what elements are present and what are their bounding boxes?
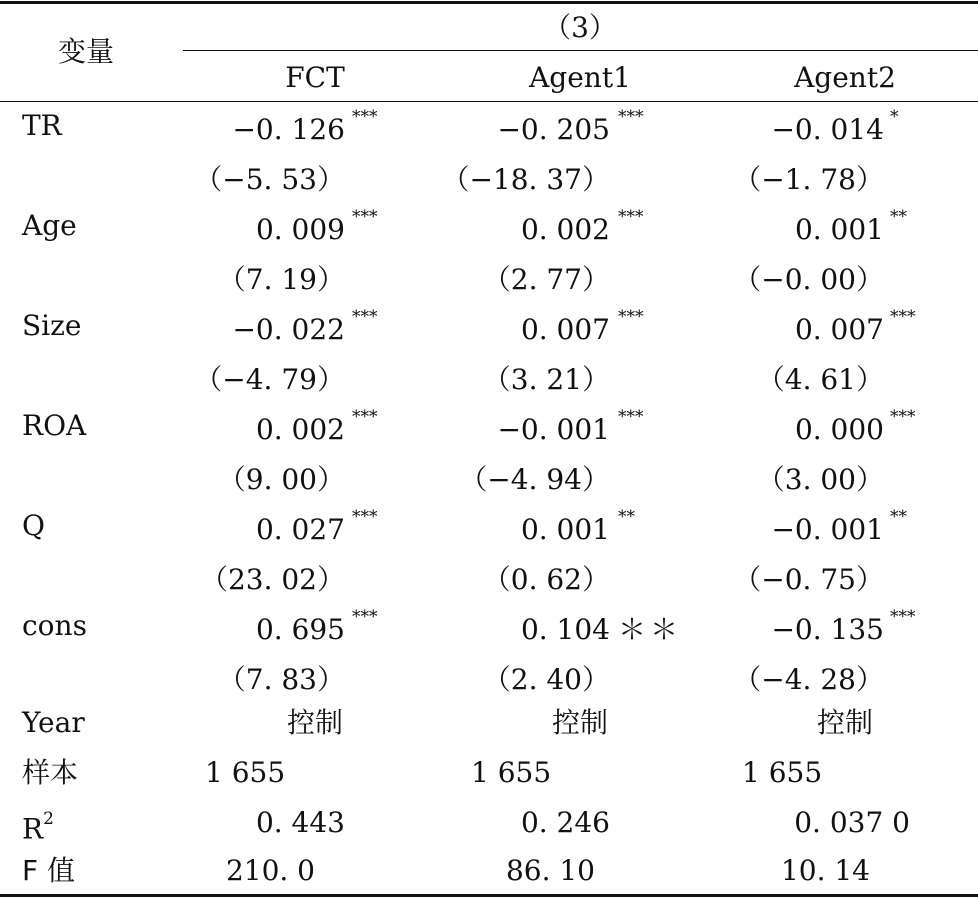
sample-value-agent1: 1 655 (471, 756, 552, 789)
tstat-agent2: （−0. 75） (733, 563, 884, 596)
significance-fct: *** (352, 407, 378, 427)
tstat-fct: （7. 19） (217, 263, 345, 296)
top-rule (0, 1, 978, 4)
significance-fct: *** (352, 607, 378, 627)
year-value-agent1: 控制 (551, 706, 608, 739)
coef-agent1: −0. 001 (497, 413, 610, 446)
significance-agent1: *** (618, 407, 644, 427)
significance-agent2: *** (890, 407, 916, 427)
coef-fct: 0. 027 (255, 513, 345, 546)
significance-agent1: ＊＊ (618, 613, 683, 646)
variable-header: 变量 (58, 35, 115, 68)
tstat-fct: （9. 00） (217, 463, 345, 496)
coef-fct: −0. 126 (232, 113, 345, 146)
f-label: F 值 (22, 854, 76, 887)
f-value-agent1: 86. 10 (505, 854, 595, 887)
significance-fct: *** (352, 207, 378, 227)
tstat-agent2: （−4. 28） (733, 663, 884, 696)
significance-fct: *** (352, 507, 378, 527)
significance-fct: *** (352, 307, 378, 327)
tstat-fct: （7. 83） (217, 663, 345, 696)
sample-value-fct: 1 655 (205, 756, 286, 789)
tstat-agent2: （−0. 00） (733, 263, 884, 296)
r2-value-agent2: 0. 037 0 (794, 806, 910, 839)
tstat-agent1: （−18. 37） (441, 163, 610, 196)
model-underline (183, 50, 978, 51)
header-rule (0, 101, 978, 102)
tstat-agent1: （2. 40） (482, 663, 610, 696)
r2-value-fct: 0. 443 (255, 806, 345, 839)
significance-agent2: * (890, 107, 899, 127)
tstat-agent1: （2. 77） (482, 263, 610, 296)
coef-agent2: −0. 014 (771, 113, 884, 146)
year-label: Year (22, 706, 85, 739)
coef-fct: 0. 002 (255, 413, 345, 446)
column-header-fct: FCT (285, 61, 345, 94)
r2-label (22, 805, 54, 847)
coef-agent1: −0. 205 (497, 113, 610, 146)
tstat-fct: （23. 02） (199, 563, 345, 596)
tstat-agent2: （4. 61） (756, 363, 884, 396)
column-header-agent1: Agent1 (529, 61, 631, 94)
row-label: Size (22, 309, 82, 342)
coef-agent1: 0. 001 (520, 513, 610, 546)
sample-value-agent2: 1 655 (742, 756, 823, 789)
coef-fct: 0. 695 (255, 613, 345, 646)
tstat-fct: （−4. 79） (194, 363, 345, 396)
coef-agent2: −0. 135 (771, 613, 884, 646)
row-label: Age (22, 209, 77, 242)
tstat-agent1: （0. 62） (482, 563, 610, 596)
row-label: Q (22, 509, 45, 542)
bottom-rule (0, 894, 978, 897)
coef-agent2: 0. 001 (794, 213, 884, 246)
coef-agent2: 0. 000 (794, 413, 884, 446)
coef-agent1: 0. 002 (520, 213, 610, 246)
column-header-agent2: Agent2 (794, 61, 896, 94)
tstat-agent1: （3. 21） (482, 363, 610, 396)
row-label: cons (22, 609, 87, 642)
significance-agent1: *** (618, 107, 644, 127)
r2-label-superscript: 2 (43, 809, 54, 829)
tstat-agent2: （3. 00） (756, 463, 884, 496)
coef-fct: −0. 022 (232, 313, 345, 346)
coef-agent2: −0. 001 (771, 513, 884, 546)
tstat-fct: （−5. 53） (194, 163, 345, 196)
significance-agent1: *** (618, 207, 644, 227)
significance-agent2: ** (890, 207, 907, 227)
significance-agent2: *** (890, 607, 916, 627)
coef-agent2: 0. 007 (794, 313, 884, 346)
significance-agent2: ** (890, 507, 907, 527)
tstat-agent1: （−4. 94） (459, 463, 610, 496)
f-value-fct: 210. 0 (225, 854, 315, 887)
significance-agent2: *** (890, 307, 916, 327)
coef-agent1: 0. 007 (520, 313, 610, 346)
sample-label: 样本 (22, 756, 79, 789)
significance-agent1: *** (618, 307, 644, 327)
significance-fct: *** (352, 107, 378, 127)
row-label: ROA (22, 409, 87, 442)
year-value-fct: 控制 (286, 706, 343, 739)
tstat-agent2: （−1. 78） (733, 163, 884, 196)
r2-value-agent1: 0. 246 (520, 806, 610, 839)
coef-agent1: 0. 104 (520, 613, 610, 646)
r2-label-base: R (22, 812, 44, 846)
f-value-agent2: 10. 14 (780, 854, 870, 887)
model-header: （3） (543, 11, 617, 44)
year-value-agent2: 控制 (816, 706, 873, 739)
row-label: TR (22, 109, 62, 142)
significance-agent1: ** (618, 507, 635, 527)
coef-fct: 0. 009 (255, 213, 345, 246)
